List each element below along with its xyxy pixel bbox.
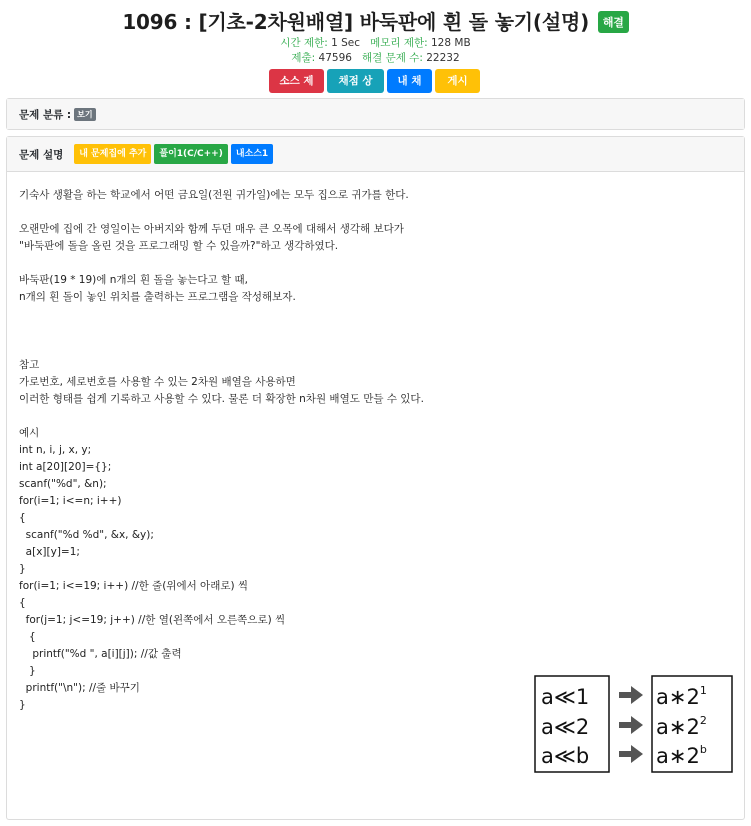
arrow-right-icon: [619, 745, 643, 763]
arrow-icons: [619, 686, 643, 763]
description-line: int a[20][20]={};: [19, 461, 112, 473]
description-label: 문제 설명: [19, 148, 64, 161]
time-limit-value: 1 Sec: [331, 37, 361, 49]
my-source-button[interactable]: 내소스1: [231, 144, 273, 164]
memory-limit-label: 메모리 제한:: [370, 37, 428, 49]
description-line: printf("%d ", a[i][j]); //값 출력: [19, 648, 182, 660]
description-line: scanf("%d %d", &x, &y);: [19, 529, 154, 541]
description-panel: [6, 136, 745, 820]
shift-b-text: a≪b: [541, 744, 590, 768]
judge-status-button[interactable]: 채점 상: [327, 69, 384, 93]
description-line: [19, 255, 424, 272]
description-line: 바둑판(19 * 19)에 n개의 흰 돌을 놓는다고 할 때,: [19, 274, 249, 286]
description-header: [7, 137, 744, 172]
shift-2-text: a≪2: [541, 715, 590, 739]
submissions-value: 47596: [318, 52, 352, 64]
description-line: scanf("%d", &n);: [19, 478, 107, 490]
description-line: 가로번호, 세로번호를 사용할 수 있는 2차원 배열을 사용하면: [19, 376, 296, 388]
solved-count-value: 22232: [426, 52, 460, 64]
solved-badge: 해결: [598, 11, 629, 33]
description-line: for(j=1; j<=19; j++) //한 열(왼쪽에서 오른쪽으로) 씩: [19, 614, 286, 626]
shift-1-text: a≪1: [541, 685, 590, 709]
description-line: {: [19, 597, 26, 609]
bitshift-illustration: [527, 672, 737, 777]
description-line: [19, 204, 424, 221]
board-button[interactable]: 게시: [435, 69, 480, 93]
description-line: [19, 323, 424, 340]
mul-1-text: $a∗2^1$: [656, 684, 707, 709]
mul-2-text: $a∗2^2$: [656, 714, 707, 739]
description-line: 이러한 형태를 쉽게 기록하고 사용할 수 있다. 물론 더 확장한 n차원 배열도 만들 수 있다.: [19, 393, 424, 405]
solution-c-button[interactable]: 풀이1(C/C++): [154, 144, 227, 164]
description-line: 기숙사 생활을 하는 학교에서 어떤 금요일(전원 귀가일)에는 모두 집으로 귀가를 한다.: [19, 189, 409, 201]
description-line: {: [19, 512, 26, 524]
description-line: [19, 408, 424, 425]
description-line: 참고: [19, 359, 40, 371]
my-status-button[interactable]: 내 채: [387, 69, 432, 93]
description-line: [19, 306, 424, 323]
problem-title: 1096 : [기초-2차원배열] 바둑판에 흰 돌 놓기(설명): [122, 10, 590, 34]
description-line: a[x][y]=1;: [19, 546, 80, 558]
category-panel: [6, 98, 745, 130]
submit-source-button[interactable]: 소스 제: [269, 69, 324, 93]
description-line: 오랜만에 집에 간 영일이는 아버지와 함께 두던 매우 큰 오목에 대해서 생각해 보다가: [19, 223, 404, 235]
description-line: }: [19, 563, 26, 575]
category-view-button[interactable]: 보기: [74, 108, 95, 121]
arrow-right-icon: [619, 686, 643, 704]
action-buttons: [269, 69, 480, 93]
description-line: {: [19, 631, 36, 643]
description-line: printf("\n"); //줄 바꾸기: [19, 682, 140, 694]
description-line: 예시: [19, 427, 40, 439]
stats-line: [0, 50, 751, 65]
solved-count-label: 해결 문제 수:: [361, 52, 423, 64]
description-line: for(i=1; i<=n; i++): [19, 495, 122, 507]
page-title: [0, 6, 751, 35]
description-line: }: [19, 699, 26, 711]
limits-line: [0, 35, 751, 50]
category-header: [7, 99, 744, 129]
description-line: "바둑판에 돌을 올린 것을 프로그래밍 할 수 있을까?"하고 생각하였다.: [19, 240, 339, 252]
category-label: 문제 분류 :: [19, 108, 72, 121]
memory-limit-value: 128 MB: [431, 37, 471, 49]
mul-b-text: a∗2$^b$: [656, 743, 707, 768]
description-line: n개의 흰 돌이 놓인 위치를 출력하는 프로그램을 작성해보자.: [19, 291, 296, 303]
time-limit-label: 시간 제한:: [280, 37, 328, 49]
description-line: }: [19, 665, 36, 677]
add-to-my-set-button[interactable]: 내 문제집에 추가: [74, 144, 151, 164]
description-line: for(i=1; i<=19; i++) //한 줄(위에서 아래로) 씩: [19, 580, 249, 592]
submissions-label: 제출:: [291, 52, 316, 64]
arrow-right-icon: [619, 716, 643, 734]
description-line: [19, 340, 424, 357]
description-line: int n, i, j, x, y;: [19, 444, 92, 456]
description-body: [19, 187, 424, 714]
